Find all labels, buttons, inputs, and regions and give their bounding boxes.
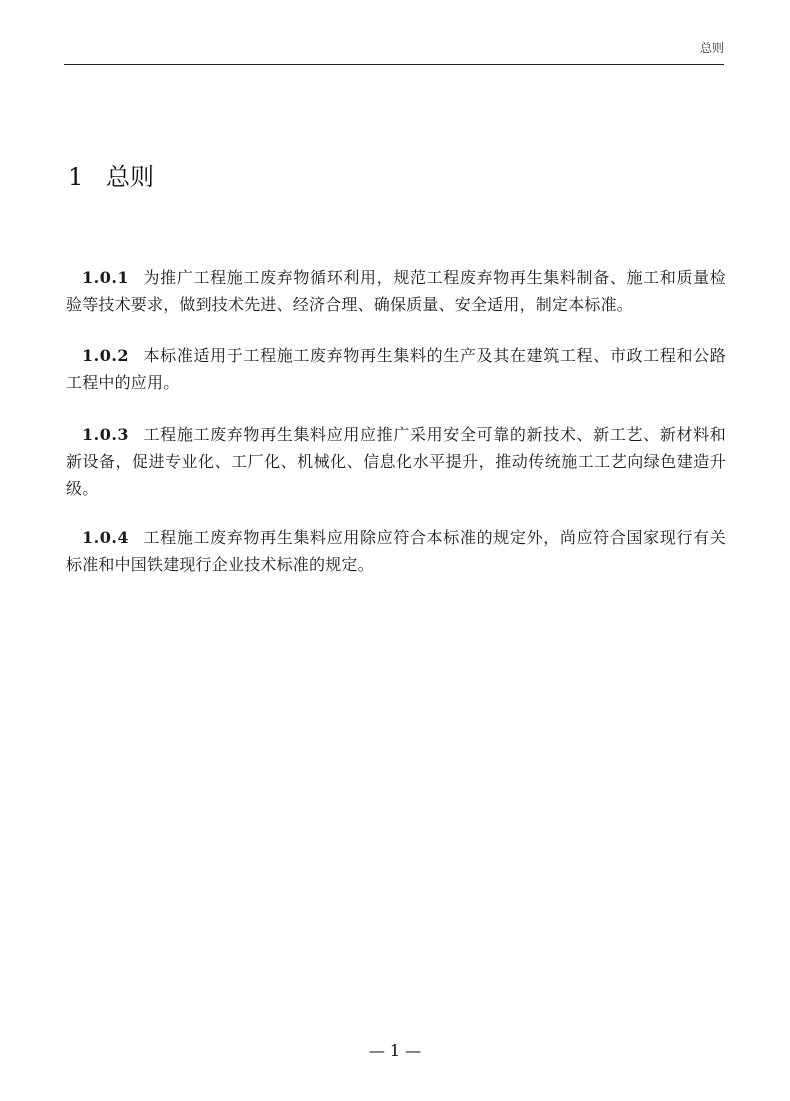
clause-number: 1.0.3: [82, 425, 130, 444]
clause-number: 1.0.2: [82, 346, 130, 365]
clause-number: 1.0.4: [82, 528, 130, 547]
clause-text: 本标准适用于工程施工废弃物再生集料的生产及其在建筑工程、市政工程和公路工程中的应用。: [66, 346, 726, 392]
chapter-number: 1: [68, 163, 84, 191]
clause-text: 为推广工程施工废弃物循环利用，规范工程废弃物再生集料制备、施工和质量检验等技术要求，做到技术先进、经济合理、确保质量、安全适用，制定本标准。: [66, 268, 726, 314]
chapter-title: 总则: [106, 163, 154, 191]
clause-1-0-1: [66, 264, 726, 318]
clause-text: 工程施工废弃物再生集料应用除应符合本标准的规定外，尚应符合国家现行有关标准和中国铁建现行企业技术标准的规定。: [66, 528, 726, 574]
running-header-title: 总则: [699, 41, 724, 55]
running-header: [64, 38, 724, 65]
clause-text: 工程施工废弃物再生集料应用应推广采用安全可靠的新技术、新工艺、新材料和新设备，促进专业化、工厂化、机械化、信息化水平提升，推动传统施工工艺向绿色建造升级。: [66, 425, 726, 498]
page-number: — 1 —: [368, 1041, 422, 1060]
clause-1-0-3: [66, 421, 726, 502]
clause-number: 1.0.1: [82, 268, 130, 287]
clause-1-0-4: [66, 524, 726, 578]
clause-1-0-2: [66, 342, 726, 396]
chapter-heading: [68, 160, 154, 194]
